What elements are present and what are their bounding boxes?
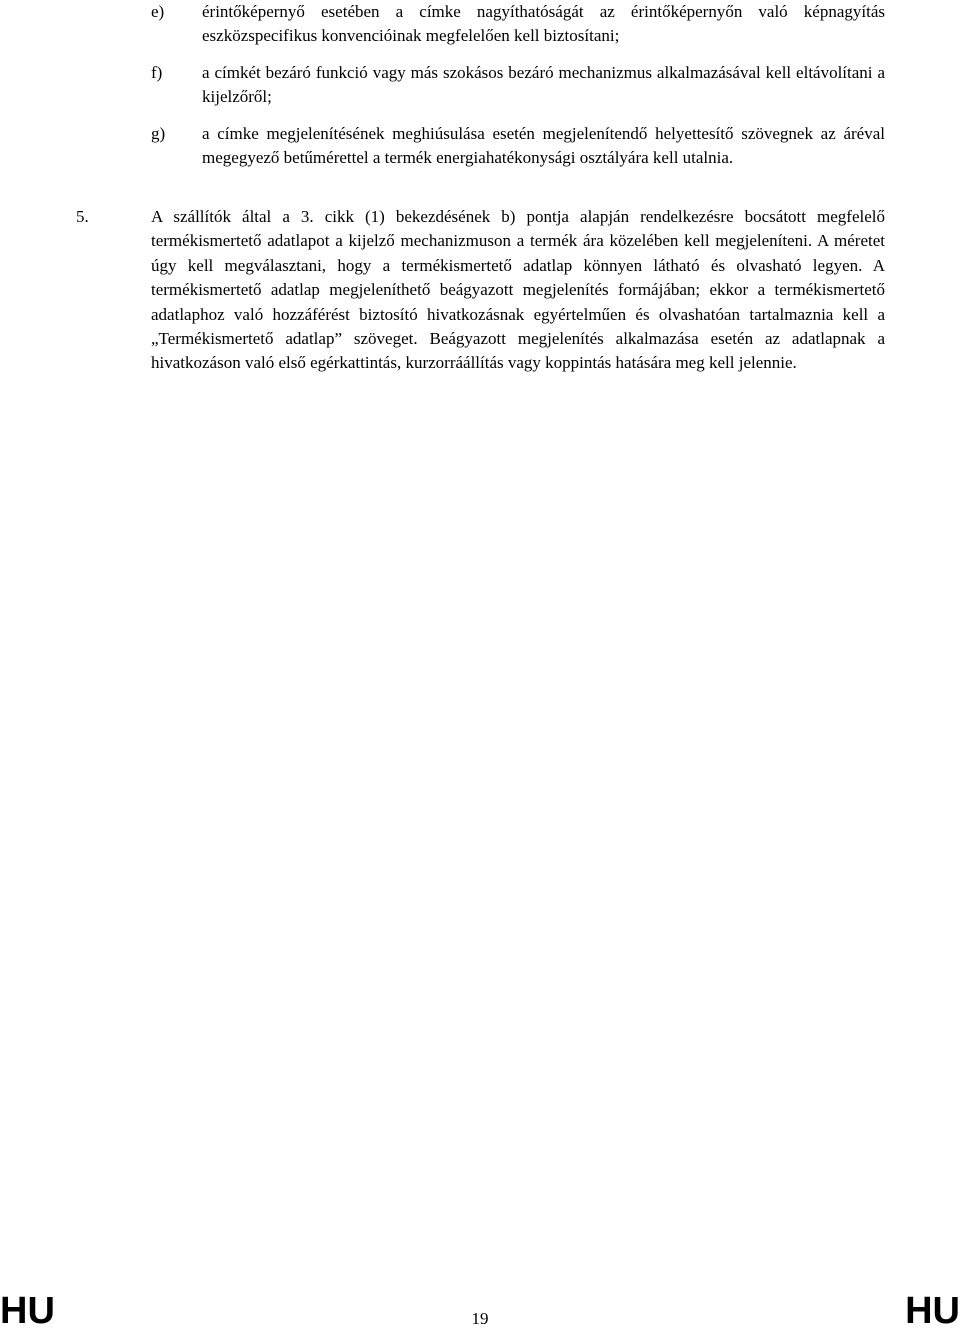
- list-item-f: [151, 61, 885, 110]
- list-item-text: a címke megjelenítésének meghiúsulása esetén megjelenítendő helyettesítő szövegnek az áréval megegyező betűmérettel a termék energiahatékonysági osztályára kell utalnia.: [202, 124, 885, 168]
- page-number: 19: [471, 1309, 489, 1328]
- list-item-text: érintőképernyő esetében a címke nagyíthatóságát az érintőképernyőn való képnagyítás eszközspecifikus konvencióinak megfelelően kell biztosítani;: [202, 2, 885, 46]
- section-paragraph: A szállítók által a 3. cikk (1) bekezdésének b) pontja alapján rendelkezésre bocsátott megfelelő termékismertető adatlapot a kijelző mechanizmuson a termék ára közelében kell megjeleníteni. A méretet úgy kell megválasztani, hogy a termékismertető adatlap könnyen látható és olvasható legyen. A termékismertető adatlap megjeleníthető beágyazott megjelenítés formájában; ekkor a termékismertető adatlaphoz való hozzáférést biztosító hivatkozásnak egyértelműen és olvashatóan tartalmaznia kell a „Termékismertető adatlap” szöveget. Beágyazott megjelenítés alkalmazása esetén az adatlapnak a hivatkozáson való első egérkattintás, kurzorráállítás vagy koppintás hatására meg kell jelennie.: [151, 207, 885, 373]
- footer-language-code-left: HU: [0, 1290, 55, 1332]
- list-item-e: [151, 0, 885, 49]
- list-marker: e): [151, 2, 165, 21]
- list-item-text: a címkét bezáró funkció vagy más szokásos bezáró mechanizmus alkalmazásával kell eltávolítani a kijelzőről;: [202, 63, 885, 107]
- section-number: 5.: [76, 207, 89, 226]
- list-marker: f): [151, 63, 163, 82]
- list-marker: g): [151, 124, 166, 143]
- section-5: [76, 205, 885, 376]
- footer-language-code-right: HU: [905, 1290, 960, 1332]
- list-item-g: [151, 122, 885, 171]
